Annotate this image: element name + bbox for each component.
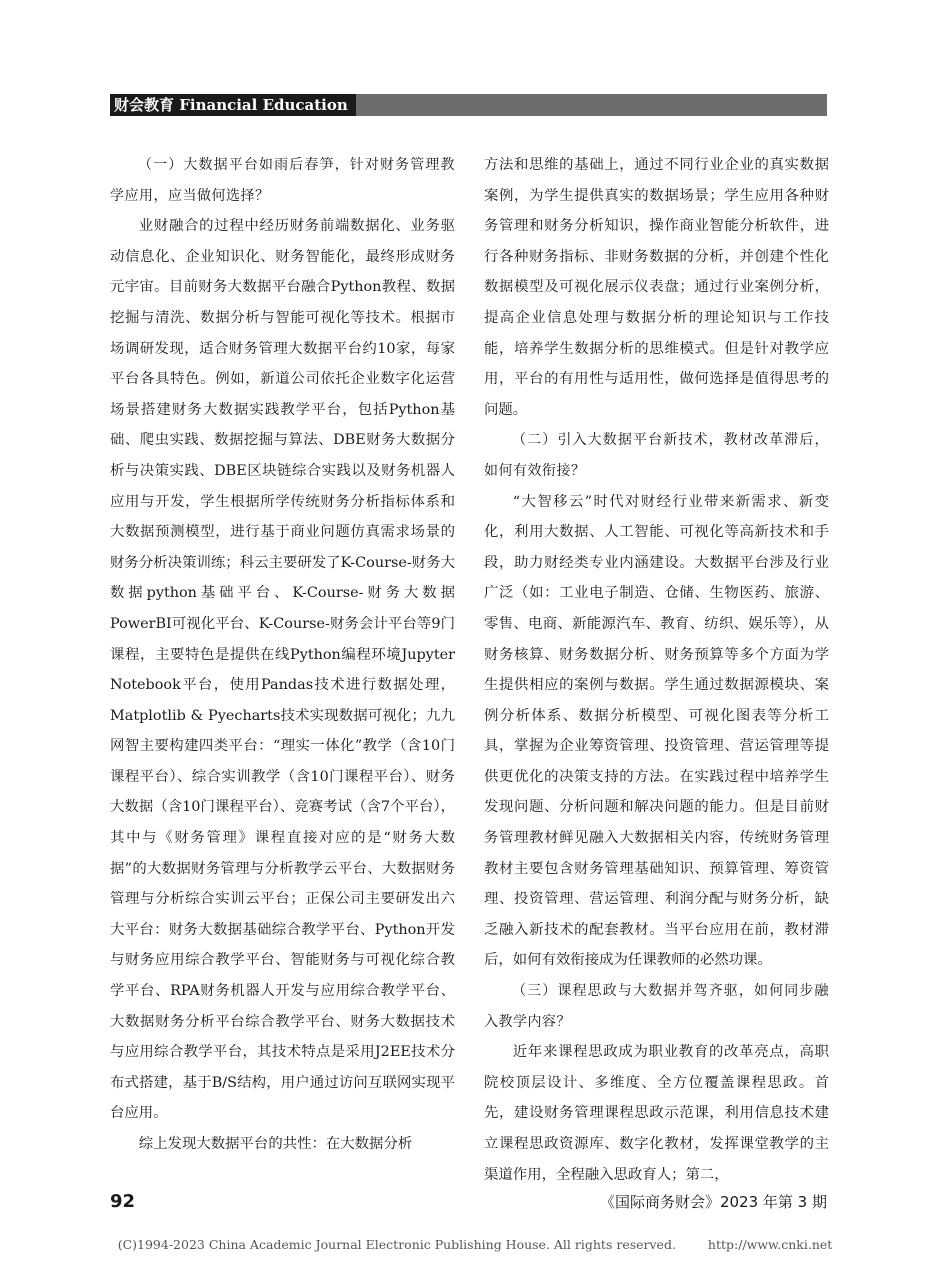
copyright-notice: (C)1994-2023 China Academic Journal Electronic Publishing House. All rights reserved. [117,1237,676,1252]
right-column [484,150,829,1190]
body-paragraph: 业财融合的过程中经历财务前端数据化、业务驱动信息化、企业知识化、财务智能化，最终形成财务元宇宙。目前财务大数据平台融合Python教程、数据挖掘与清洗、数据分析与智能可视化等技术。根据市场调研发现，适合财务管理大数据平台约10家，每家平台各具特色。例如，新道公司依托企业数字化运营场景搭建财务大数据实践教学平台，包括Python基础、爬虫实践、数据挖掘与算法、DBE财务大数据分析与决策实践、DBE区块链综合实践以及财务机器人应用与开发，学生根据所学传统财务分析指标体系和大数据预测模型，进行基于商业问题仿真需求场景的财务分析决策训练；科云主要研发了K-Course-财务大数据python基础平台、K-Course-财务大数据PowerBI可视化平台、K-Course-财务会计平台等9门课程，主要特色是提供在线Python编程环境Jupyter Notebook平台，使用Pandas技术进行数据处理，Matplotlib & Pyecharts技术实现数据可视化；九九网智主要构建四类平台：“理实一体化”教学（含10门课程平台）、综合实训教学（含10门课程平台）、财务大数据（含10门课程平台）、竞赛考试（含7个平台），其中与《财务管理》课程直接对应的是“财务大数据”的大数据财务管理与分析教学云平台、大数据财务管理与分析综合实训云平台；正保公司主要研发出六大平台：财务大数据基础综合教学平台、Python开发与财务应用综合教学平台、智能财务与可视化综合教学平台、RPA财务机器人开发与应用综合教学平台、大数据财务分析平台综合教学平台、财务大数据技术与应用综合教学平台，其技术特点是采用J2EE技术分布式搭建，基于B/S结构，用户通过访问互联网实现平台应用。 [110,218,455,1122]
section-header-bar [110,94,827,116]
section-label: 财会教育 Financial Education [110,94,356,116]
left-column [110,150,455,1160]
cnki-url[interactable]: http://www.cnki.net [707,1237,833,1252]
section-heading: （一）大数据平台如雨后春笋，针对财务管理教学应用，应当做何选择？ [110,157,455,204]
body-paragraph: “大智移云”时代对财经行业带来新需求、新变化，利用大数据、人工智能、可视化等高新技术和手段，助力财经类专业内涵建设。大数据平台涉及行业广泛（如：工业电子制造、仓储、生物医药、旅游、零售、电商、新能源汽车、教育、纺织、娱乐等），从财务核算、财务数据分析、财务预算等多个方面为学生提供相应的案例与数据。学生通过数据源模块、案例分析体系、数据分析模型、可视化图表等分析工具，掌握为企业筹资管理、投资管理、营运管理等提供更优化的决策支持的方法。在实践过程中培养学生发现问题、分析问题和解决问题的能力。但是目前财务管理教材鲜见融入大数据相关内容，传统财务管理教材主要包含财务管理基础知识、预算管理、筹资管理、投资管理、营运管理、利润分配与财务分析，缺乏融入新技术的配套教材。当平台应用在前，教材滞后，如何有效衔接成为任课教师的必然功课。 [484,493,829,969]
section-heading: （二）引入大数据平台新技术，教材改革滞后，如何有效衔接？ [484,432,829,479]
body-paragraph: 近年来课程思政成为职业教育的改革亮点，高职院校顶层设计、多维度、全方位覆盖课程思政。首先，建设财务管理课程思政示范课，利用信息技术建立课程思政资源库、数字化教材，发挥课堂教学的主渠道作用，全程融入思政育人；第二， [484,1044,829,1183]
journal-issue-info: 《国际商务财会》2023 年第 3 期 [599,1193,827,1211]
page-number: 92 [110,1191,136,1212]
body-paragraph-continued: 方法和思维的基础上，通过不同行业企业的真实数据案例，为学生提供真实的数据场景；学生应用各种财务管理和财务分析知识，操作商业智能分析软件，进行各种财务指标、非财务数据的分析，并创建个性化数据模型及可视化展示仪表盘；通过行业案例分析，提高企业信息处理与数据分析的理论知识与工作技能，培养学生数据分析的思维模式。但是针对教学应用，平台的有用性与适用性，做何选择是值得思考的问题。 [484,157,829,418]
section-heading: （三）课程思政与大数据并驾齐驱，如何同步融入教学内容？ [484,983,829,1030]
body-paragraph: 综上发现大数据平台的共性：在大数据分析 [138,1136,413,1152]
copyright-footer [6,1236,944,1254]
